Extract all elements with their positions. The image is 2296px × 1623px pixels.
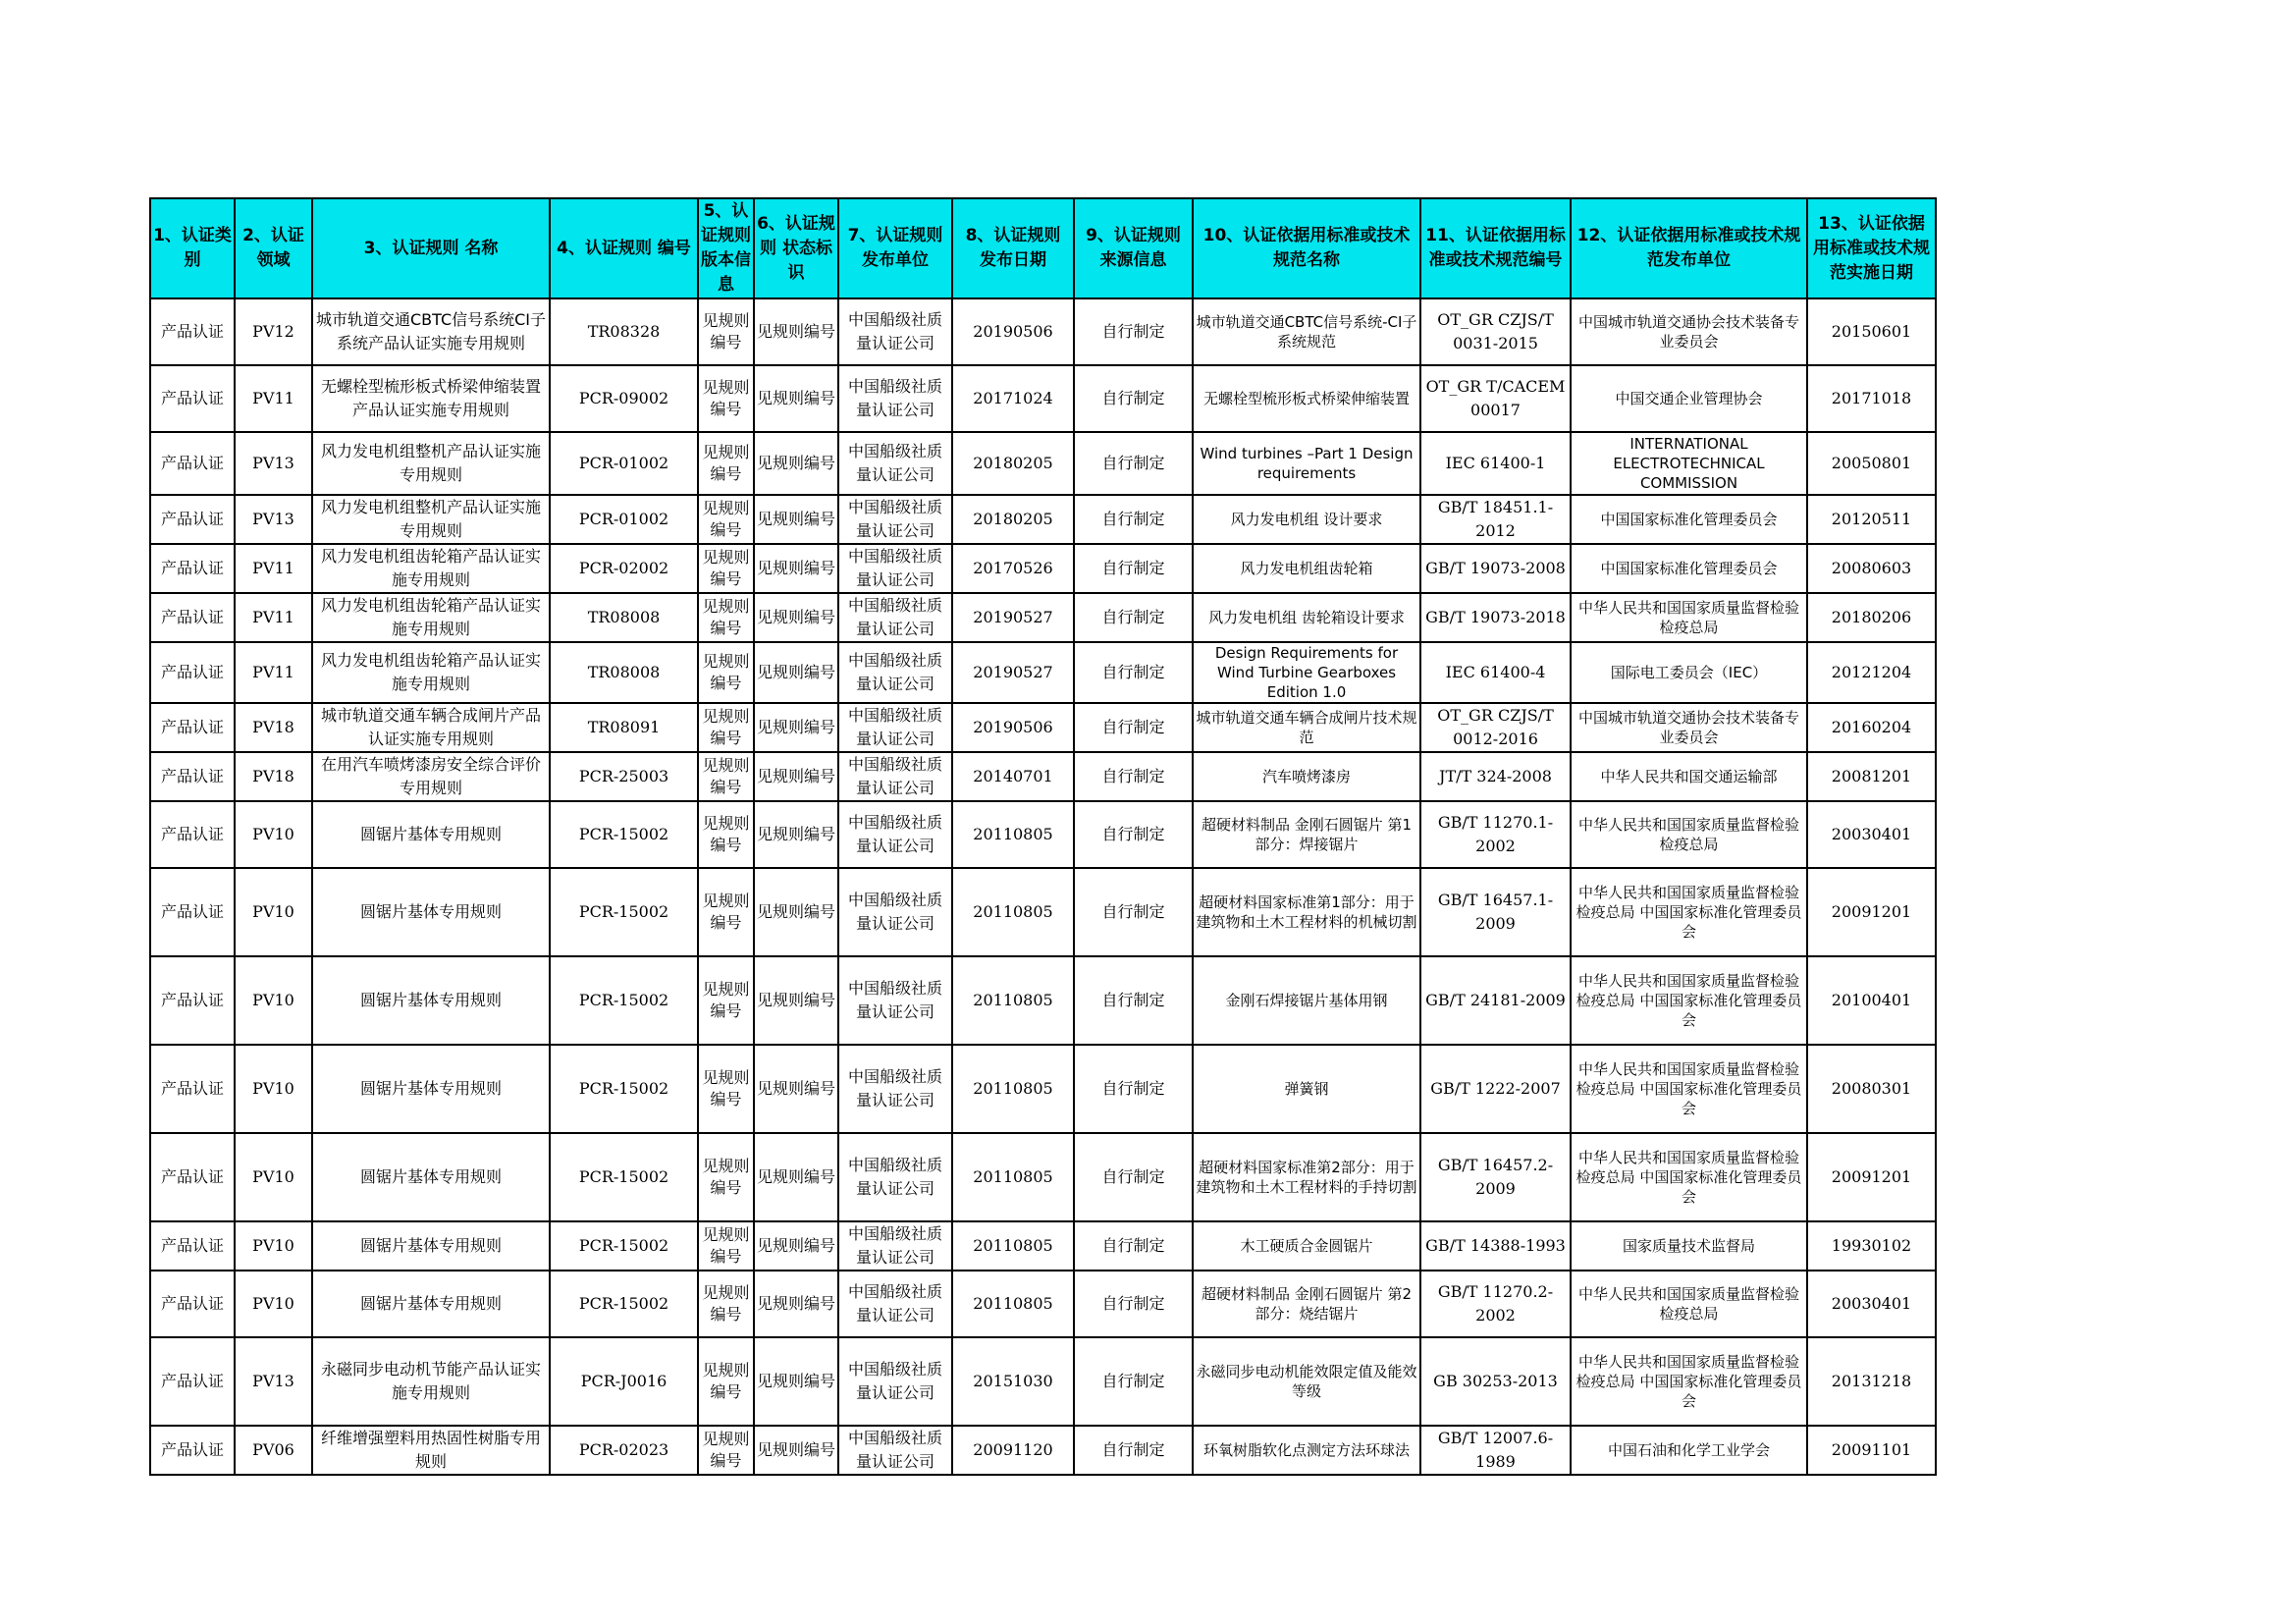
col-standard-number-cell: GB 30253-2013 [1420,1337,1571,1426]
table-row [150,1045,1936,1133]
col-standard-number-cell: IEC 61400-1 [1420,432,1571,495]
col-rule-name-cell: 城市轨道交通CBTC信号系统CI子系统产品认证实施专用规则 [312,298,550,365]
col-standard-number-cell: GB/T 14388-1993 [1420,1221,1571,1271]
col-rule-version-cell: 见规则编号 [698,1133,754,1221]
table-row [150,593,1936,642]
col-standard-date-cell: 20150601 [1807,298,1936,365]
col-standard-date-cell: 19930102 [1807,1221,1936,1271]
col-category-cell: 产品认证 [150,1426,235,1475]
col-field-cell: PV12 [235,298,312,365]
col-source-cell: 自行制定 [1074,868,1193,956]
col-rule-name-cell: 圆锯片基体专用规则 [312,801,550,868]
col-rule-number-cell: PCR-15002 [550,1221,698,1271]
col-standard-issuer-cell: 中华人民共和国国家质量监督检验检疫总局 [1571,801,1807,868]
header-row [150,198,1936,298]
col-rule-status-cell: 见规则编号 [754,1045,838,1133]
col-rule-number-cell: TR08091 [550,703,698,752]
col-rule-version-header: 5、认证规则版本信息 [698,198,754,298]
col-standard-number-cell: GB/T 11270.2-2002 [1420,1271,1571,1337]
col-rule-name-cell: 风力发电机组整机产品认证实施专用规则 [312,495,550,544]
col-issue-date-cell: 20151030 [952,1337,1074,1426]
col-rule-version-cell: 见规则编号 [698,1045,754,1133]
col-rule-number-cell: PCR-02023 [550,1426,698,1475]
col-rule-name-cell: 风力发电机组齿轮箱产品认证实施专用规则 [312,593,550,642]
col-standard-number-cell: GB/T 11270.1-2002 [1420,801,1571,868]
col-standard-date-cell: 20121204 [1807,642,1936,703]
col-rule-status-cell: 见规则编号 [754,495,838,544]
col-standard-name-cell: 金刚石焊接锯片基体用钢 [1193,956,1420,1045]
col-rule-status-cell: 见规则编号 [754,642,838,703]
col-rule-status-cell: 见规则编号 [754,703,838,752]
col-rule-version-cell: 见规则编号 [698,752,754,801]
col-field-cell: PV18 [235,752,312,801]
col-standard-date-cell: 20160204 [1807,703,1936,752]
table-row [150,956,1936,1045]
col-category-cell: 产品认证 [150,1337,235,1426]
col-issuer-cell: 中国船级社质量认证公司 [838,752,952,801]
col-standard-issuer-header: 12、认证依据用标准或技术规范发布单位 [1571,198,1807,298]
col-field-cell: PV10 [235,1045,312,1133]
col-field-cell: PV11 [235,593,312,642]
col-field-cell: PV11 [235,642,312,703]
col-rule-name-cell: 圆锯片基体专用规则 [312,1271,550,1337]
col-standard-issuer-cell: 中国城市轨道交通协会技术装备专业委员会 [1571,703,1807,752]
col-rule-status-cell: 见规则编号 [754,1221,838,1271]
col-standard-date-cell: 20120511 [1807,495,1936,544]
table-row [150,365,1936,432]
col-standard-number-cell: OT_GR T/CACEM 00017 [1420,365,1571,432]
col-rule-status-cell: 见规则编号 [754,1426,838,1475]
col-rule-number-cell: PCR-01002 [550,495,698,544]
col-issue-date-cell: 20091120 [952,1426,1074,1475]
col-issue-date-cell: 20190506 [952,703,1074,752]
col-standard-name-cell: Design Requirements for Wind Turbine Gearboxes Edition 1.0 [1193,642,1420,703]
col-standard-name-cell: 城市轨道交通CBTC信号系统-CI子系统规范 [1193,298,1420,365]
col-standard-name-cell: 永磁同步电动机能效限定值及能效等级 [1193,1337,1420,1426]
col-category-cell: 产品认证 [150,365,235,432]
col-rule-version-cell: 见规则编号 [698,1426,754,1475]
col-category-cell: 产品认证 [150,544,235,593]
col-rule-number-cell: PCR-15002 [550,801,698,868]
col-category-cell: 产品认证 [150,1221,235,1271]
col-field-cell: PV06 [235,1426,312,1475]
col-issue-date-cell: 20110805 [952,801,1074,868]
col-rule-status-cell: 见规则编号 [754,1271,838,1337]
col-rule-status-cell: 见规则编号 [754,1133,838,1221]
col-issuer-cell: 中国船级社质量认证公司 [838,544,952,593]
col-field-cell: PV13 [235,495,312,544]
col-standard-name-cell: 环氧树脂软化点测定方法环球法 [1193,1426,1420,1475]
col-issuer-cell: 中国船级社质量认证公司 [838,365,952,432]
col-issue-date-cell: 20140701 [952,752,1074,801]
col-rule-version-cell: 见规则编号 [698,298,754,365]
col-source-cell: 自行制定 [1074,752,1193,801]
col-standard-number-cell: GB/T 18451.1-2012 [1420,495,1571,544]
certification-table [149,197,1937,1476]
col-standard-issuer-cell: 中华人民共和国国家质量监督检验检疫总局 中国国家标准化管理委员会 [1571,1337,1807,1426]
col-issue-date-cell: 20190506 [952,298,1074,365]
col-source-cell: 自行制定 [1074,1337,1193,1426]
col-rule-version-cell: 见规则编号 [698,868,754,956]
col-standard-issuer-cell: 中华人民共和国国家质量监督检验检疫总局 [1571,1271,1807,1337]
col-rule-name-cell: 永磁同步电动机节能产品认证实施专用规则 [312,1337,550,1426]
col-standard-name-cell: 汽车喷烤漆房 [1193,752,1420,801]
col-standard-name-cell: 风力发电机组 齿轮箱设计要求 [1193,593,1420,642]
col-rule-version-cell: 见规则编号 [698,432,754,495]
col-issuer-cell: 中国船级社质量认证公司 [838,1426,952,1475]
col-category-cell: 产品认证 [150,642,235,703]
col-standard-date-cell: 20081201 [1807,752,1936,801]
col-issuer-cell: 中国船级社质量认证公司 [838,868,952,956]
col-issuer-cell: 中国船级社质量认证公司 [838,703,952,752]
col-field-cell: PV13 [235,432,312,495]
col-standard-name-cell: 风力发电机组齿轮箱 [1193,544,1420,593]
col-issue-date-cell: 20180205 [952,432,1074,495]
col-rule-number-cell: PCR-15002 [550,868,698,956]
col-rule-name-cell: 圆锯片基体专用规则 [312,1221,550,1271]
col-source-cell: 自行制定 [1074,1221,1193,1271]
col-rule-version-cell: 见规则编号 [698,801,754,868]
col-issue-date-cell: 20110805 [952,956,1074,1045]
col-source-cell: 自行制定 [1074,365,1193,432]
col-source-cell: 自行制定 [1074,544,1193,593]
col-rule-name-cell: 风力发电机组齿轮箱产品认证实施专用规则 [312,544,550,593]
col-rule-number-cell: PCR-J0016 [550,1337,698,1426]
col-standard-number-cell: OT_GR CZJS/T 0012-2016 [1420,703,1571,752]
col-rule-name-cell: 圆锯片基体专用规则 [312,868,550,956]
col-rule-version-cell: 见规则编号 [698,1337,754,1426]
col-rule-status-cell: 见规则编号 [754,432,838,495]
col-standard-name-cell: 城市轨道交通车辆合成闸片技术规范 [1193,703,1420,752]
col-category-cell: 产品认证 [150,1045,235,1133]
col-rule-name-header: 3、认证规则 名称 [312,198,550,298]
col-category-cell: 产品认证 [150,703,235,752]
col-rule-status-header: 6、认证规则 状态标识 [754,198,838,298]
col-issuer-cell: 中国船级社质量认证公司 [838,1337,952,1426]
col-issue-date-cell: 20190527 [952,642,1074,703]
col-issue-date-cell: 20180205 [952,495,1074,544]
col-field-cell: PV10 [235,1271,312,1337]
table-row [150,703,1936,752]
col-standard-date-cell: 20131218 [1807,1337,1936,1426]
col-rule-number-cell: TR08328 [550,298,698,365]
col-standard-date-cell: 20180206 [1807,593,1936,642]
table-row [150,1426,1936,1475]
col-field-cell: PV10 [235,1221,312,1271]
table-row [150,868,1936,956]
col-standard-number-cell: GB/T 19073-2008 [1420,544,1571,593]
col-rule-name-cell: 在用汽车喷烤漆房安全综合评价专用规则 [312,752,550,801]
col-standard-name-cell: 木工硬质合金圆锯片 [1193,1221,1420,1271]
col-category-cell: 产品认证 [150,298,235,365]
col-rule-number-cell: TR08008 [550,593,698,642]
col-category-header: 1、认证类别 [150,198,235,298]
col-issue-date-cell: 20110805 [952,1133,1074,1221]
col-rule-status-cell: 见规则编号 [754,544,838,593]
col-standard-date-cell: 20030401 [1807,801,1936,868]
col-rule-number-header: 4、认证规则 编号 [550,198,698,298]
col-rule-status-cell: 见规则编号 [754,365,838,432]
col-field-cell: PV10 [235,1133,312,1221]
col-rule-version-cell: 见规则编号 [698,593,754,642]
col-rule-number-cell: PCR-25003 [550,752,698,801]
col-standard-number-cell: GB/T 16457.2-2009 [1420,1133,1571,1221]
col-category-cell: 产品认证 [150,752,235,801]
col-rule-version-cell: 见规则编号 [698,956,754,1045]
col-standard-issuer-cell: 中国国家标准化管理委员会 [1571,495,1807,544]
col-source-cell: 自行制定 [1074,801,1193,868]
col-issue-date-header: 8、认证规则 发布日期 [952,198,1074,298]
table-row [150,801,1936,868]
col-rule-number-cell: PCR-15002 [550,956,698,1045]
col-source-cell: 自行制定 [1074,1133,1193,1221]
col-source-cell: 自行制定 [1074,298,1193,365]
col-source-header: 9、认证规则 来源信息 [1074,198,1193,298]
col-standard-date-cell: 20091101 [1807,1426,1936,1475]
col-source-cell: 自行制定 [1074,1271,1193,1337]
col-standard-name-cell: 超硬材料国家标准第2部分：用于建筑物和土木工程材料的手持切割 [1193,1133,1420,1221]
col-source-cell: 自行制定 [1074,432,1193,495]
col-standard-name-cell: 风力发电机组 设计要求 [1193,495,1420,544]
col-standard-date-cell: 20171018 [1807,365,1936,432]
col-issuer-cell: 中国船级社质量认证公司 [838,1221,952,1271]
col-rule-name-cell: 风力发电机组整机产品认证实施专用规则 [312,432,550,495]
col-field-cell: PV10 [235,956,312,1045]
col-issuer-header: 7、认证规则 发布单位 [838,198,952,298]
col-standard-name-cell: 超硬材料国家标准第1部分：用于建筑物和土木工程材料的机械切割 [1193,868,1420,956]
col-rule-status-cell: 见规则编号 [754,956,838,1045]
col-standard-issuer-cell: INTERNATIONAL ELECTROTECHNICAL COMMISSION [1571,432,1807,495]
col-rule-number-cell: PCR-09002 [550,365,698,432]
table-row [150,495,1936,544]
col-standard-issuer-cell: 国际电工委员会（IEC） [1571,642,1807,703]
col-standard-number-cell: GB/T 19073-2018 [1420,593,1571,642]
col-standard-name-cell: 弹簧钢 [1193,1045,1420,1133]
col-standard-number-header: 11、认证依据用标准或技术规范编号 [1420,198,1571,298]
col-rule-number-cell: PCR-15002 [550,1271,698,1337]
col-issuer-cell: 中国船级社质量认证公司 [838,593,952,642]
col-standard-date-cell: 20030401 [1807,1271,1936,1337]
col-source-cell: 自行制定 [1074,495,1193,544]
col-category-cell: 产品认证 [150,432,235,495]
col-issuer-cell: 中国船级社质量认证公司 [838,1133,952,1221]
col-category-cell: 产品认证 [150,1133,235,1221]
col-issuer-cell: 中国船级社质量认证公司 [838,642,952,703]
col-standard-issuer-cell: 中华人民共和国国家质量监督检验检疫总局 中国国家标准化管理委员会 [1571,956,1807,1045]
col-issue-date-cell: 20110805 [952,1221,1074,1271]
col-source-cell: 自行制定 [1074,593,1193,642]
col-standard-date-cell: 20091201 [1807,1133,1936,1221]
col-rule-name-cell: 风力发电机组齿轮箱产品认证实施专用规则 [312,642,550,703]
col-field-header: 2、认证领域 [235,198,312,298]
table-row [150,298,1936,365]
col-standard-date-cell: 20080301 [1807,1045,1936,1133]
col-standard-issuer-cell: 中华人民共和国国家质量监督检验检疫总局 [1571,593,1807,642]
col-rule-status-cell: 见规则编号 [754,868,838,956]
col-source-cell: 自行制定 [1074,1426,1193,1475]
col-rule-number-cell: PCR-01002 [550,432,698,495]
col-rule-version-cell: 见规则编号 [698,365,754,432]
col-rule-number-cell: PCR-02002 [550,544,698,593]
col-field-cell: PV18 [235,703,312,752]
col-field-cell: PV10 [235,868,312,956]
col-rule-version-cell: 见规则编号 [698,1221,754,1271]
col-issue-date-cell: 20170526 [952,544,1074,593]
col-standard-issuer-cell: 中华人民共和国国家质量监督检验检疫总局 中国国家标准化管理委员会 [1571,868,1807,956]
col-standard-name-cell: 超硬材料制品 金刚石圆锯片 第1部分：焊接锯片 [1193,801,1420,868]
table-row [150,1271,1936,1337]
col-standard-issuer-cell: 国家质量技术监督局 [1571,1221,1807,1271]
col-standard-issuer-cell: 中华人民共和国国家质量监督检验检疫总局 中国国家标准化管理委员会 [1571,1045,1807,1133]
col-issuer-cell: 中国船级社质量认证公司 [838,1271,952,1337]
col-standard-number-cell: GB/T 16457.1-2009 [1420,868,1571,956]
col-source-cell: 自行制定 [1074,1045,1193,1133]
col-field-cell: PV13 [235,1337,312,1426]
col-category-cell: 产品认证 [150,593,235,642]
table-row [150,544,1936,593]
table-row [150,1221,1936,1271]
col-rule-version-cell: 见规则编号 [698,1271,754,1337]
col-standard-number-cell: GB/T 24181-2009 [1420,956,1571,1045]
col-rule-name-cell: 圆锯片基体专用规则 [312,956,550,1045]
col-rule-status-cell: 见规则编号 [754,298,838,365]
col-issuer-cell: 中国船级社质量认证公司 [838,432,952,495]
col-standard-number-cell: OT_GR CZJS/T 0031-2015 [1420,298,1571,365]
col-standard-number-cell: GB/T 1222-2007 [1420,1045,1571,1133]
col-issuer-cell: 中国船级社质量认证公司 [838,956,952,1045]
table-row [150,1133,1936,1221]
col-standard-issuer-cell: 中华人民共和国交通运输部 [1571,752,1807,801]
col-rule-name-cell: 纤维增强塑料用热固性树脂专用规则 [312,1426,550,1475]
col-issue-date-cell: 20110805 [952,1045,1074,1133]
col-issuer-cell: 中国船级社质量认证公司 [838,801,952,868]
table-row [150,1337,1936,1426]
col-rule-version-cell: 见规则编号 [698,544,754,593]
col-rule-name-cell: 圆锯片基体专用规则 [312,1133,550,1221]
col-rule-status-cell: 见规则编号 [754,801,838,868]
col-standard-issuer-cell: 中国国家标准化管理委员会 [1571,544,1807,593]
col-category-cell: 产品认证 [150,956,235,1045]
col-source-cell: 自行制定 [1074,956,1193,1045]
col-standard-name-header: 10、认证依据用标准或技术规范名称 [1193,198,1420,298]
table-row [150,642,1936,703]
col-standard-date-cell: 20050801 [1807,432,1936,495]
col-standard-date-cell: 20091201 [1807,868,1936,956]
col-standard-issuer-cell: 中华人民共和国国家质量监督检验检疫总局 中国国家标准化管理委员会 [1571,1133,1807,1221]
col-issue-date-cell: 20171024 [952,365,1074,432]
col-rule-number-cell: PCR-15002 [550,1045,698,1133]
col-standard-date-cell: 20100401 [1807,956,1936,1045]
col-field-cell: PV10 [235,801,312,868]
col-issue-date-cell: 20110805 [952,1271,1074,1337]
col-issue-date-cell: 20190527 [952,593,1074,642]
col-issuer-cell: 中国船级社质量认证公司 [838,1045,952,1133]
col-rule-status-cell: 见规则编号 [754,1337,838,1426]
col-standard-name-cell: 无螺栓型梳形板式桥梁伸缩装置 [1193,365,1420,432]
col-rule-name-cell: 圆锯片基体专用规则 [312,1045,550,1133]
col-standard-name-cell: 超硬材料制品 金刚石圆锯片 第2部分：烧结锯片 [1193,1271,1420,1337]
col-rule-status-cell: 见规则编号 [754,593,838,642]
col-source-cell: 自行制定 [1074,642,1193,703]
col-field-cell: PV11 [235,544,312,593]
col-category-cell: 产品认证 [150,495,235,544]
col-category-cell: 产品认证 [150,1271,235,1337]
col-standard-number-cell: IEC 61400-4 [1420,642,1571,703]
col-standard-number-cell: GB/T 12007.6-1989 [1420,1426,1571,1475]
col-standard-issuer-cell: 中国城市轨道交通协会技术装备专业委员会 [1571,298,1807,365]
col-issue-date-cell: 20110805 [952,868,1074,956]
col-standard-date-cell: 20080603 [1807,544,1936,593]
col-rule-status-cell: 见规则编号 [754,752,838,801]
table-row [150,752,1936,801]
col-rule-number-cell: TR08008 [550,642,698,703]
col-rule-version-cell: 见规则编号 [698,495,754,544]
col-issuer-cell: 中国船级社质量认证公司 [838,298,952,365]
col-standard-issuer-cell: 中国石油和化学工业学会 [1571,1426,1807,1475]
col-source-cell: 自行制定 [1074,703,1193,752]
col-category-cell: 产品认证 [150,868,235,956]
col-rule-name-cell: 城市轨道交通车辆合成闸片产品认证实施专用规则 [312,703,550,752]
col-standard-issuer-cell: 中国交通企业管理协会 [1571,365,1807,432]
col-standard-number-cell: JT/T 324-2008 [1420,752,1571,801]
col-issuer-cell: 中国船级社质量认证公司 [838,495,952,544]
col-rule-version-cell: 见规则编号 [698,642,754,703]
col-field-cell: PV11 [235,365,312,432]
col-category-cell: 产品认证 [150,801,235,868]
col-rule-name-cell: 无螺栓型梳形板式桥梁伸缩装置产品认证实施专用规则 [312,365,550,432]
col-rule-version-cell: 见规则编号 [698,703,754,752]
table-row [150,432,1936,495]
col-standard-date-header: 13、认证依据用标准或技术规范实施日期 [1807,198,1936,298]
col-standard-name-cell: Wind turbines –Part 1 Design requirements [1193,432,1420,495]
col-rule-number-cell: PCR-15002 [550,1133,698,1221]
